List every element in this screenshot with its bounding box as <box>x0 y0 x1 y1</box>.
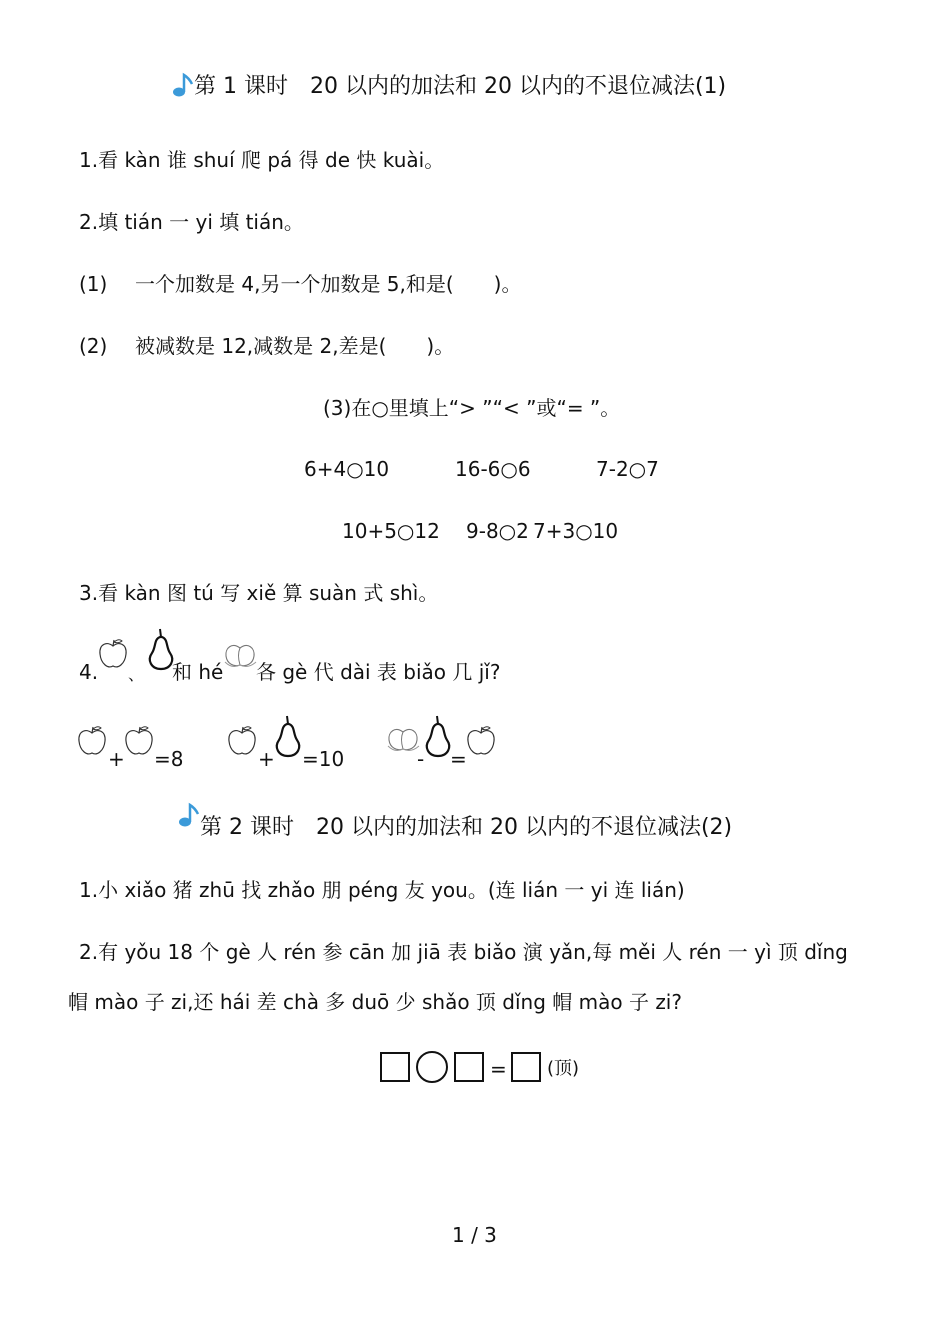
question-3-picture: 3.看 kàn 图 tú 写 xiě 算 suàn 式 shì。 <box>79 581 439 605</box>
lesson2-question-1: 1.小 xiǎo 猪 zhū 找 zhǎo 朋 péng 友 you。(连 lián 一 yi 连 lián) <box>79 878 685 902</box>
equation-2-result: =10 <box>302 747 345 771</box>
page-number: 1 / 3 <box>452 1223 497 1247</box>
answer-box[interactable] <box>511 1052 541 1082</box>
compare-item: 7-2○7 <box>596 457 659 481</box>
equation-3-minus: - <box>417 747 425 771</box>
music-note-icon <box>178 802 200 828</box>
question-4-and: 和 hé <box>172 660 224 684</box>
question-4-number: 4. <box>79 660 99 684</box>
question-2-2-text: 被减数是 12,减数是 2,差是( )。 <box>135 334 455 358</box>
apple-icon <box>226 724 258 758</box>
pear-icon <box>272 714 304 758</box>
apple-icon <box>123 724 155 758</box>
compare-item: 16-6○6 <box>455 457 531 481</box>
equation-1-plus: + <box>108 747 125 771</box>
compare-item: 6+4○10 <box>304 457 390 481</box>
question-2-1-number: (1) <box>79 272 108 296</box>
question-2-1-text: 一个加数是 4,另一个加数是 5,和是( )。 <box>135 272 522 296</box>
answer-box[interactable] <box>380 1052 410 1082</box>
compare-item: 9-8○2 <box>466 519 529 543</box>
compare-item: 10+5○12 <box>342 519 440 543</box>
answer-unit: (顶) <box>547 1058 580 1079</box>
peach-icon <box>222 640 258 670</box>
compare-item: 7+3○10 <box>533 519 619 543</box>
lesson2-title: 第 2 课时 20 以内的加法和 20 以内的不退位减法(2) <box>200 815 733 840</box>
question-1-race: 1.看 kàn 谁 shuí 爬 pá 得 de 快 kuài。 <box>79 148 445 172</box>
equation-2-plus: + <box>258 747 275 771</box>
music-note-icon <box>172 72 194 98</box>
equation-3-equal: = <box>450 747 467 771</box>
answer-equal-sign: = <box>490 1057 507 1081</box>
operator-circle[interactable] <box>416 1051 448 1083</box>
lesson2-question-2-line2: 帽 mào 子 zi,还 hái 差 chà 多 duō 少 shǎo 顶 dǐng 帽 mào 子 zi? <box>68 990 682 1014</box>
question-2-2-number: (2) <box>79 334 108 358</box>
apple-icon <box>465 724 497 758</box>
apple-icon <box>97 637 129 671</box>
question-2-fill: 2.填 tián 一 yi 填 tián。 <box>79 210 304 234</box>
answer-box[interactable] <box>454 1052 484 1082</box>
question-4-text: 各 gè 代 dài 表 biǎo 几 jǐ? <box>256 660 501 684</box>
lesson2-question-2-line1: 2.有 yǒu 18 个 gè 人 rén 参 cān 加 jiā 表 biǎo 演 yǎn,每 měi 人 rén 一 yì 顶 dǐng <box>79 940 848 964</box>
question-4-separator: 、 <box>128 665 145 684</box>
question-2-3: (3)在○里填上“> ”“< ”或“= ”。 <box>323 396 621 420</box>
apple-icon <box>76 724 108 758</box>
peach-icon <box>385 724 421 754</box>
equation-1-result: =8 <box>154 747 184 771</box>
lesson1-title: 第 1 课时 20 以内的加法和 20 以内的不退位减法(1) <box>194 74 727 99</box>
